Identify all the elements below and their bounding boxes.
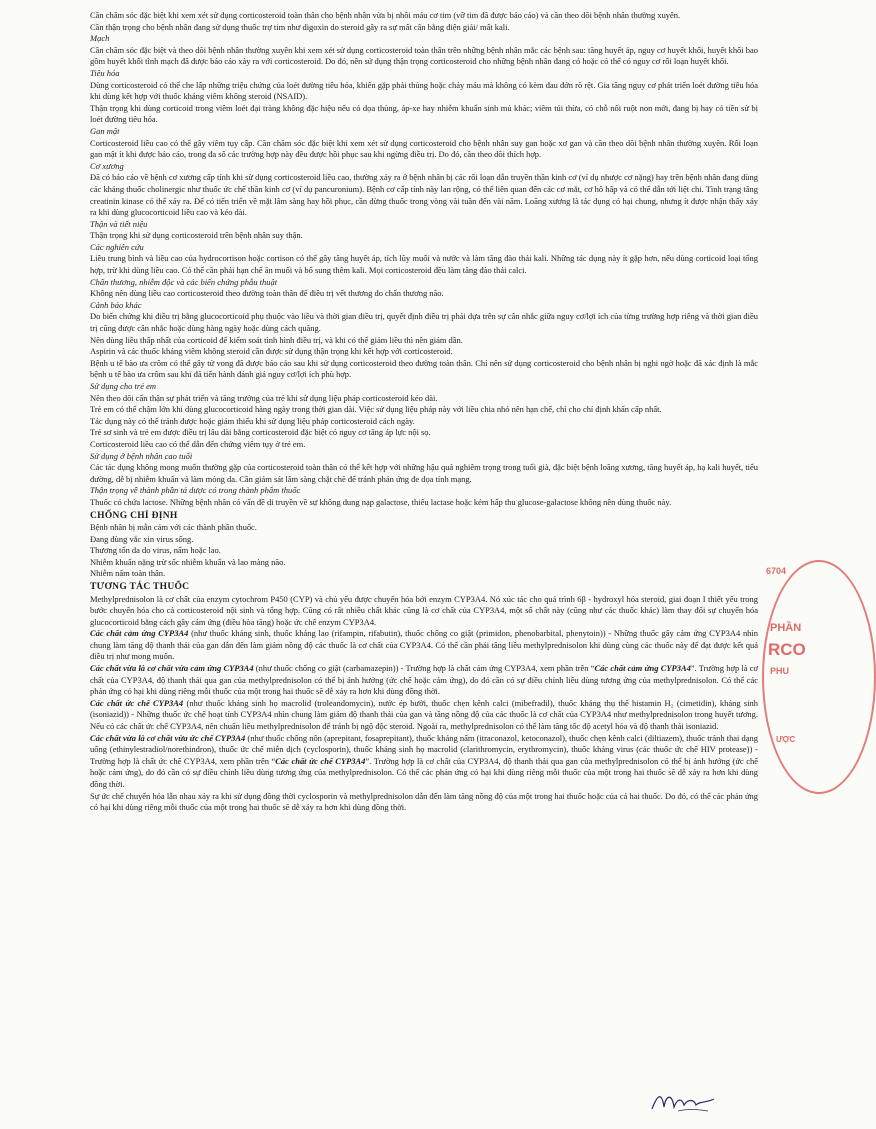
list-item: Thương tổn da do virus, nấm hoặc lao.: [90, 545, 221, 556]
subheading-mach: Mạch: [90, 33, 110, 44]
paragraph: Aspirin và các thuốc kháng viêm không steroid cần được sử dụng thận trọng khi kết hợp với corticosteroid.: [90, 346, 453, 357]
interaction-text: ”. Trường hợp là cơ chất của CYP3A4, độ thanh thải qua gan của methylprednisolon có thể bị ảnh hưởng (ức chế hoặc cảm ứng), do đó cần có sự điều chỉnh liều dùng tương ứng của methylprednisolon. Có thể các phản ứng có hại khi dùng riêng mỗi thuốc của một trong hai thuốc sẽ dễ xảy ra hơn khi dùng đồng thời.: [90, 755, 758, 789]
paragraph: Nên theo dõi cẩn thận sự phát triển và tăng trưởng của trẻ khi sử dụng liệu pháp corticosteroid kéo dài.: [90, 392, 438, 403]
paragraph: Không nên dùng liều cao corticosteroid theo đường toàn thân để điều trị vết thương do chấn thương não.: [90, 288, 444, 299]
subheading-tieu-hoa: Tiêu hóa: [90, 67, 120, 78]
interaction-paragraph: [90, 663, 758, 698]
interaction-ref: Các chất ức chế CYP3A4: [275, 755, 366, 766]
interaction-paragraph: [90, 733, 758, 791]
list-item: Nhiễm nấm toàn thân.: [90, 568, 166, 579]
paragraph: Cần chăm sóc đặc biệt khi xem xét sử dụng corticosteroid toàn thân cho bệnh nhân vừa bị nhồi máu cơ tim (vỡ tim đã được báo cáo) và cần theo dõi bệnh nhân thường xuyên.: [90, 10, 681, 20]
section-heading-chong-chi-dinh: CHỐNG CHỈ ĐỊNH: [90, 510, 178, 521]
paragraph: Cần thận trọng cho bệnh nhân đang sử dụng thuốc trợ tim như digoxin do steroid gây ra sự mất cân bằng điện giải/ mất kali.: [90, 21, 510, 32]
stamp-text: PHU: [770, 666, 790, 676]
subheading-nghien-cuu: Các nghiên cứu: [90, 241, 144, 252]
interaction-label: Các chất ức chế CYP3A4: [90, 697, 184, 708]
list-item: Đang dùng vắc xin virus sống.: [90, 533, 194, 544]
interaction-text: (như thuốc chống co giật (carbamazepin)) - Trường hợp là chất cảm ứng CYP3A4, xem phần trên “: [253, 663, 595, 674]
paragraph: Trẻ em có thể chậm lớn khi dùng glucocorticoid hàng ngày trong thời gian dài. Việc sử dụng liệu pháp này với liều chia nhỏ nên hạn chế, chỉ cho chỉ định khẩn cấp nhất.: [90, 404, 662, 415]
paragraph: Dùng corticosteroid có thể che lấp những triệu chứng của loét đường tiêu hóa, khiến gặp phải thủng hoặc chảy máu mà không có kèm đau đớn rõ rệt. Gia tăng nguy cơ phát triển loét đường tiêu hóa khi dùng kết hợp với thuốc kháng viêm không steroid (NSAID).: [90, 79, 758, 102]
paragraph: Nên dùng liều thấp nhất của corticoid để kiểm soát tình hình điều trị, và khi có thể giảm liều thì nên giảm dần.: [90, 334, 463, 345]
paragraph: Corticosteroid liều cao có thể dẫn đến chứng viêm tụy ở trẻ em.: [90, 438, 306, 449]
interaction-ref: Các chất cảm ứng CYP3A4: [594, 663, 691, 674]
contraindication-list: [90, 522, 758, 580]
paragraph: Bệnh u tế bào ưa crôm có thể gây tử vong đã được báo cáo sau khi sử dụng corticosteroid theo đường toàn thân. Chỉ nên sử dụng corticosteroid cho bệnh nhân bị nghi ngờ hoặc đã xác định là mắc bệnh u tế bào ưa crôm sau khi đã tiến hành đánh giá nguy cơ/lợi ích phù hợp.: [90, 357, 758, 380]
stamp-text: 6704: [766, 566, 787, 576]
subheading-chan-thuong: Chấn thương, nhiễm độc và các biến chứng phẫu thuật: [90, 276, 278, 287]
paragraph: Thận trọng khi dùng corticoid trong viêm loét đại tràng không đặc hiệu nếu có dọa thủng, áp-xe hay nhiễm khuẩn sinh mủ khác; viêm túi thừa, có chỗ nối ruột non mới, đang bị hay có tiền sử bị loét đường tiêu hóa.: [90, 102, 758, 125]
paragraph: Corticosteroid liều cao có thể gây viêm tụy cấp. Cần chăm sóc đặc biệt khi xem xét sử dụng corticosteroid cho bệnh nhân suy gan hoặc xơ gan và cần theo dõi bệnh nhân thường xuyên. Rối loạn gan mật ít khi được báo cáo, trong đa số các trường hợp này đều được hồi phục sau khi ngừng điều trị. Do đó, cần theo dõi thích hợp.: [90, 137, 758, 160]
interaction-paragraph: [90, 698, 758, 733]
interaction-text: (như thuốc kháng sinh, thuốc kháng lao (rifampin, rifabutin), thuốc chống co giật (primidon, phenobarbital, phenytoin)) - Những thuốc gây cảm ứng CYP3A4 nhìn chung làm tăng độ thanh thải của gan dẫn đến làm giảm nồng độ các thuốc là cơ chất của CYP3A4. Có thể cần phải tăng liều methylprednisolon khi dùng cùng các thuốc này để đạt được kết quả điều trị như mong muốn.: [90, 628, 758, 662]
interaction-text: (như thuốc kháng sinh họ macrolid (troleandomycin), nước ép bưởi, thuốc chẹn kênh calci (mibefradil), thuốc kháng thụ thể histamin H₂ (cimetidin), kháng sinh (isoniazid)) - Những thuốc ức chế hoạt tính CYP3A4 nhìn chung làm giảm độ thanh thải của gan và tăng nồng độ của các thuốc là cơ chất của CYP3A4 như methylprednisolon trong huyết tương. Nếu có các chất ức chế CYP3A4, nên chuẩn liều methylprednisolon để tránh bị ngộ độc steroid. Ngoài ra, methylprednisolon có thể làm tăng tốc độ acetyl hóa và độ thanh thải isoniazid.: [90, 697, 758, 732]
section-heading-tuong-tac: TƯƠNG TÁC THUỐC: [90, 582, 190, 592]
interaction-label: Các chất cảm ứng CYP3A4: [90, 628, 189, 639]
subheading-gan-mat: Gan mật: [90, 125, 120, 136]
paragraph: Thuốc có chứa lactose. Những bệnh nhân có vấn đề di truyền về sự không dung nạp galactose, thiếu lactase hoặc kém hấp thu glucose-galactose không nên dùng thuốc này.: [90, 496, 672, 507]
paragraph: Methylprednisolon là cơ chất của enzym cytochrom P450 (CYP) và chủ yếu được chuyển hóa bởi enzym CYP3A4. Nó xúc tác cho quá trình 6β - hydroxyl hóa steroid, giai đoạn I thiết yếu trong bước chuyển hóa cho cả corticosteroid nội sinh và tổng hợp. Cũng có rất nhiều chất khác cũng là cơ chất của CYP3A4, một số chất này (cũng như các thuốc khác) làm thay đổi sự chuyển hóa glucocorticoid bằng cách gây cảm ứng (điều hòa tăng) hoặc ức chế enzym CYP3A4.: [90, 593, 758, 627]
stamp-text: PHẦN: [770, 622, 802, 634]
subheading-canh-bao: Cảnh báo khác: [90, 299, 142, 310]
interaction-label: Các chất vừa là cơ chất vừa cảm ứng CYP3A4: [90, 663, 254, 674]
interaction-text: (như thuốc chống nôn (aprepitant, fosaprepitant), thuốc kháng nấm (itraconazol, ketoconazol), thuốc chẹn kênh calci (diltiazem), thuốc tránh thai dạng uống (ethinylestradiol/norethindron), thuốc ức chế miễn dịch (cyclosporin), thuốc kháng sinh họ macrolid (clarithromycin, erythromycin), thuốc kháng virus (các thuốc ức chế HIV protease)) - Trường hợp là chất ức chế CYP3A4, xem phần trên “: [90, 732, 759, 766]
stamp-text: RCO: [768, 640, 806, 659]
list-item: Bệnh nhân bị mẫn cảm với các thành phần thuốc.: [90, 522, 257, 533]
interaction-text: ”. Trường hợp là cơ chất của CYP3A4, độ thanh thải qua gan của methylprednisolon có thể bị ảnh hưởng (ức chế hoặc cảm ứng), do đó cần có sự điều chỉnh liều dùng tương ứng của methylprednisolon. Có thể các phản ứng có hại khi dùng riêng mỗi thuốc của một trong hai thuốc sẽ dễ xảy ra hơn khi dùng đồng thời.: [90, 663, 758, 697]
paragraph: Các tác dụng không mong muốn thường gặp của corticosteroid toàn thân có thể kết hợp với những hậu quả nghiêm trọng trong tuổi già, đặc biệt bệnh loãng xương, tăng huyết áp, hạ kali huyết, tiểu đường, dễ bị nhiễm khuẩn và làm mỏng da. Cần giám sát lâm sàng chặt chẽ để tránh phản ứng đe dọa tính mạng.: [90, 462, 758, 484]
subheading-tre-em: Sử dụng cho trẻ em: [90, 381, 157, 391]
subheading-than: Thận và tiết niệu: [90, 218, 148, 229]
paragraph: Tác dụng này có thể tránh được hoặc giảm thiểu khi sử dụng liệu pháp corticosteroid cách ngày.: [90, 415, 415, 426]
subheading-co-xuong: Cơ xương: [90, 160, 124, 171]
stamp-text: ƯỢC: [776, 735, 796, 744]
subheading-thanh-phan: Thận trọng về thành phần tá dược có trong thành phẩm thuốc: [90, 485, 301, 496]
list-item: Nhiễm khuẩn nặng trừ sốc nhiễm khuẩn và lao màng não.: [90, 556, 286, 567]
interaction-paragraph: [90, 628, 758, 663]
paragraph: Thận trọng khi sử dụng corticosteroid trên bệnh nhân suy thận.: [90, 230, 303, 241]
paragraph: Đã có báo cáo về bệnh cơ xương cấp tính khi sử dụng corticosteroid liều cao, thường xảy ra ở bệnh nhân bị các rối loạn dẫn truyền thần kinh cơ (ví dụ nhược cơ nặng) hay trên bệnh nhân đang dùng các kháng thuốc cholinergic như thuốc ức chế thần kinh cơ (ví dụ pancuronium). Bệnh cơ cấp tính này lan rộng, có thể liên quan đến các cơ mắt, cơ hô hấp và có thể dẫn tới liệt chi. Tình trạng tăng creatinin kinase có thể xảy ra. Để có tiến triển về mặt lâm sàng hay hồi phục, cần dừng thuốc trong vòng vài tuần đến vài năm. Loãng xương là tác dụng có hại chung, nhưng ít được nhận thấy xảy ra khi dùng glucocorticoid liều cao và kéo dài.: [90, 172, 758, 218]
paragraph: Sự ức chế chuyển hóa lẫn nhau xảy ra khi sử dụng đồng thời cyclosporin và methylprednisolon dẫn đến làm tăng nồng độ của một trong hai thuốc hoặc của cả hai thuốc. Do đó, có thể các phản ứng có hại khi dùng riêng mỗi thuốc của một trong hai thuốc sẽ dễ xảy ra hơn khi dùng đồng thời.: [90, 790, 758, 813]
paragraph: Do biến chứng khi điều trị bằng glucocorticoid phụ thuộc vào liều và thời gian điều trị, quyết định điều trị phải dựa trên sự cân nhắc giữa nguy cơ/lợi ích của từng trường hợp riêng và thời gian điều trị cũng được cân nhắc hoặc dùng hàng ngày hoặc dùng cách quãng.: [90, 311, 758, 334]
company-stamp: [762, 560, 806, 790]
paragraph: Liều trung bình và liều cao của hydrocortison hoặc cortison có thể gây tăng huyết áp, tích lũy muối và nước và làm tăng đào thải kali. Những tác dụng này ít gặp hơn, nếu dùng corticoid loại tổng hợp, trừ khi dùng liều cao. Có thể cần phải hạn chế ăn muối và bổ sung thêm kali. Mọi corticosteroid đều làm tăng đào thải calci.: [90, 253, 758, 276]
signature-image: [648, 1087, 718, 1117]
subheading-cao-tuoi: Sử dụng ở bệnh nhân cao tuổi: [90, 450, 193, 461]
paragraph: Cần chăm sóc đặc biệt và theo dõi bệnh nhân thường xuyên khi xem xét sử dụng corticosteroid toàn thân trên những bệnh nhân mắc các bệnh sau: tăng huyết áp, nguy cơ huyết khối, huyết khối bao gồm huyết khối tĩnh mạch đã được báo cáo xảy ra với corticosteroid. Do đó, nên sử dụng thận trọng corticosteroid cho những bệnh nhân đang có hoặc có thể có nguy cơ rối loạn huyết khối.: [90, 44, 758, 67]
interaction-label: Các chất vừa là cơ chất vừa ức chế CYP3A4: [90, 732, 246, 743]
stamp-ring: [762, 560, 876, 794]
paragraph: Trẻ sơ sinh và trẻ em được điều trị lâu dài bằng corticosteroid đặc biệt có nguy cơ tăng áp lực nội sọ.: [90, 427, 431, 438]
